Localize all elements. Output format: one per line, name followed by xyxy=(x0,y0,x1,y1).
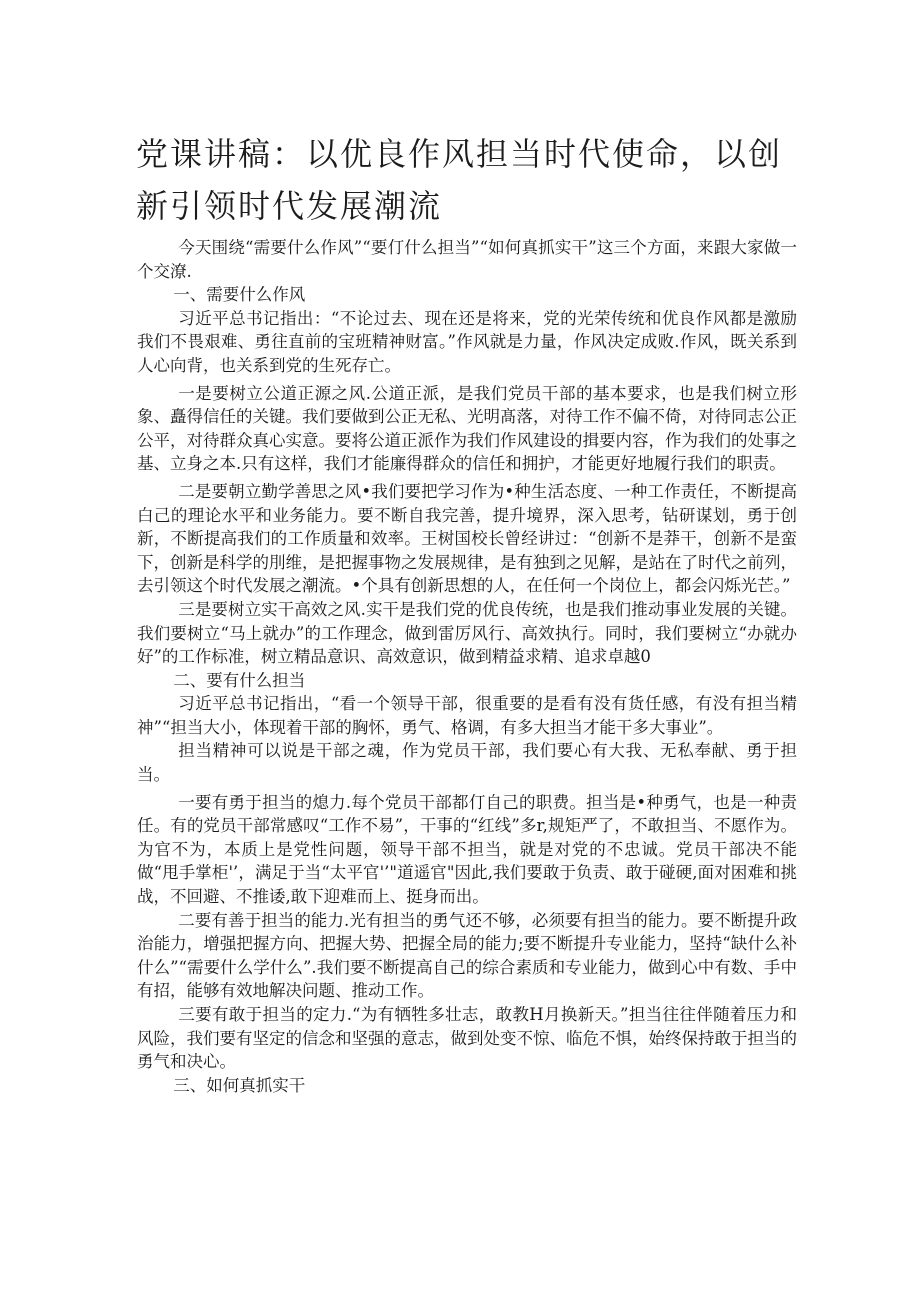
section-heading-2: 二、要有什么担当 xyxy=(173,670,306,690)
paragraph-point-2-2: 二要有善于担当的能力.光有担当的勇气还不够，必须要有担当的能力。要不断提升政治能力，增强把握方向、把握大势、把握全局的能力;要不断提升专业能力，坚持“缺什么补什么”“需要什么学什么”.我们要不断提高自己的综合素质和专业能力，做到心中有数、手中有招，能够有效地解决问题、推动工作。 xyxy=(137,910,797,1001)
paragraph-point-2-1: 一要有勇于担当的熄力.每个党员干部都仃自己的职费。担当是•种勇气，也是一种责任。有的党员干部常感叹“工作不易”，干事的“红线”多r,规矩严了，不敢担当、不愿作为。为官不为，本质上是党性问题，领导干部不担当，就是对党的不忠诚。党员干部决不能做“甩手掌柜'’，满足于当“太平官'’"道遥官"因此,我们要敢于负责、敢于碰硬,面对困难和挑战，不回避、不推诿,敢下迎难而上、挺身而出。 xyxy=(137,792,797,907)
intro-paragraph: 今天围绕“需要什么作风”“要仃什么担当”“如何真抓实干”这三个方面，来跟大家做一个交潦. xyxy=(137,238,797,281)
document-body xyxy=(137,236,797,1097)
paragraph-quote-2: 习近平总书记指出，“看一个领导干部，很重要的是看有没有货任感，有没有担当精神”“担当大小，体现着干部的胸怀，勇气、格调，有多大担当才能干多大事业”。 xyxy=(137,694,797,737)
document-title: 党课讲稿：以优良作风担当时代使命，以创新引领时代发展潮流 xyxy=(136,135,783,225)
paragraph-point-1-2: 二是要朝立勤学善思之风•我们要把学习作为•种生活态度、一种工作责任，不断提高白己的理论水平和业务能力。要不断自我完善，提升境界，深入思考，钻研谋划，勇于创新，不断提高我们的工作质量和效率。王树国校长曾经讲过：“创新不是莽干，创新不是蛮下，创新是科学的刖维，是把握事物之发展规律，是有独到之见解，是站在了时代之前列，去引领这个时代发展之潮流。•个具有创新思想的人，在任何一个岗位上，都会闪烁光芒。” xyxy=(137,481,797,596)
paragraph-spirit: 担当精神可以说是干部之魂，作为党员干部，我们要心有大我、无私奉献、勇于担当。 xyxy=(137,741,797,785)
paragraph-point-2-3: 三要有敢于担当的定力.“为有牺牲多壮志，敢教H月换新天。”担当往往伴随着压力和风险，我们要有坚定的信念和坚强的意志，做到处变不惊、临危不惧，始终保持敢于担当的勇气和决心。 xyxy=(137,1005,797,1072)
section-heading-1: 一、需要什么作风 xyxy=(173,285,306,305)
section-heading-3: 三、如何真抓实干 xyxy=(173,1075,306,1095)
paragraph-point-1-1: 一是要树立公道正源之风.公道正派，是我们党员干部的基本要求，也是我们树立形象、矗得信任的关键。我们要做到公正无私、光明髙落，对待工作不偏不倚，对待同志公正公平，对待群众真心实意。要将公道正派作为我们作风建设的揖要内容，作为我们的处事之基、立身之本.只有这样，我们才能廉得群众的信任和拥护，才能更好地履行我们的职责。 xyxy=(137,383,797,474)
paragraph-quote-1: 习近平总书记指出：“不论过去、现在还是将来，党的光荣传统和优良作风都是激励我们不畏艰难、勇往直前的宝班精神财富。”作风就是力量，作风决定成败.作风，既关系到人心向背，也关系到党的生死存亡。 xyxy=(137,308,797,375)
paragraph-point-1-3: 三是要树立实干高效之风.实干是我们党的优良传统，也是我们推动事业发展的关键。我们要树立“马上就办”的工作理念，做到雷厉风行、高效执行。同时，我们要树立“办就办好”的工作标准，树立精品意识、高效意识，做到精益求精、追求卓越0 xyxy=(137,599,797,667)
